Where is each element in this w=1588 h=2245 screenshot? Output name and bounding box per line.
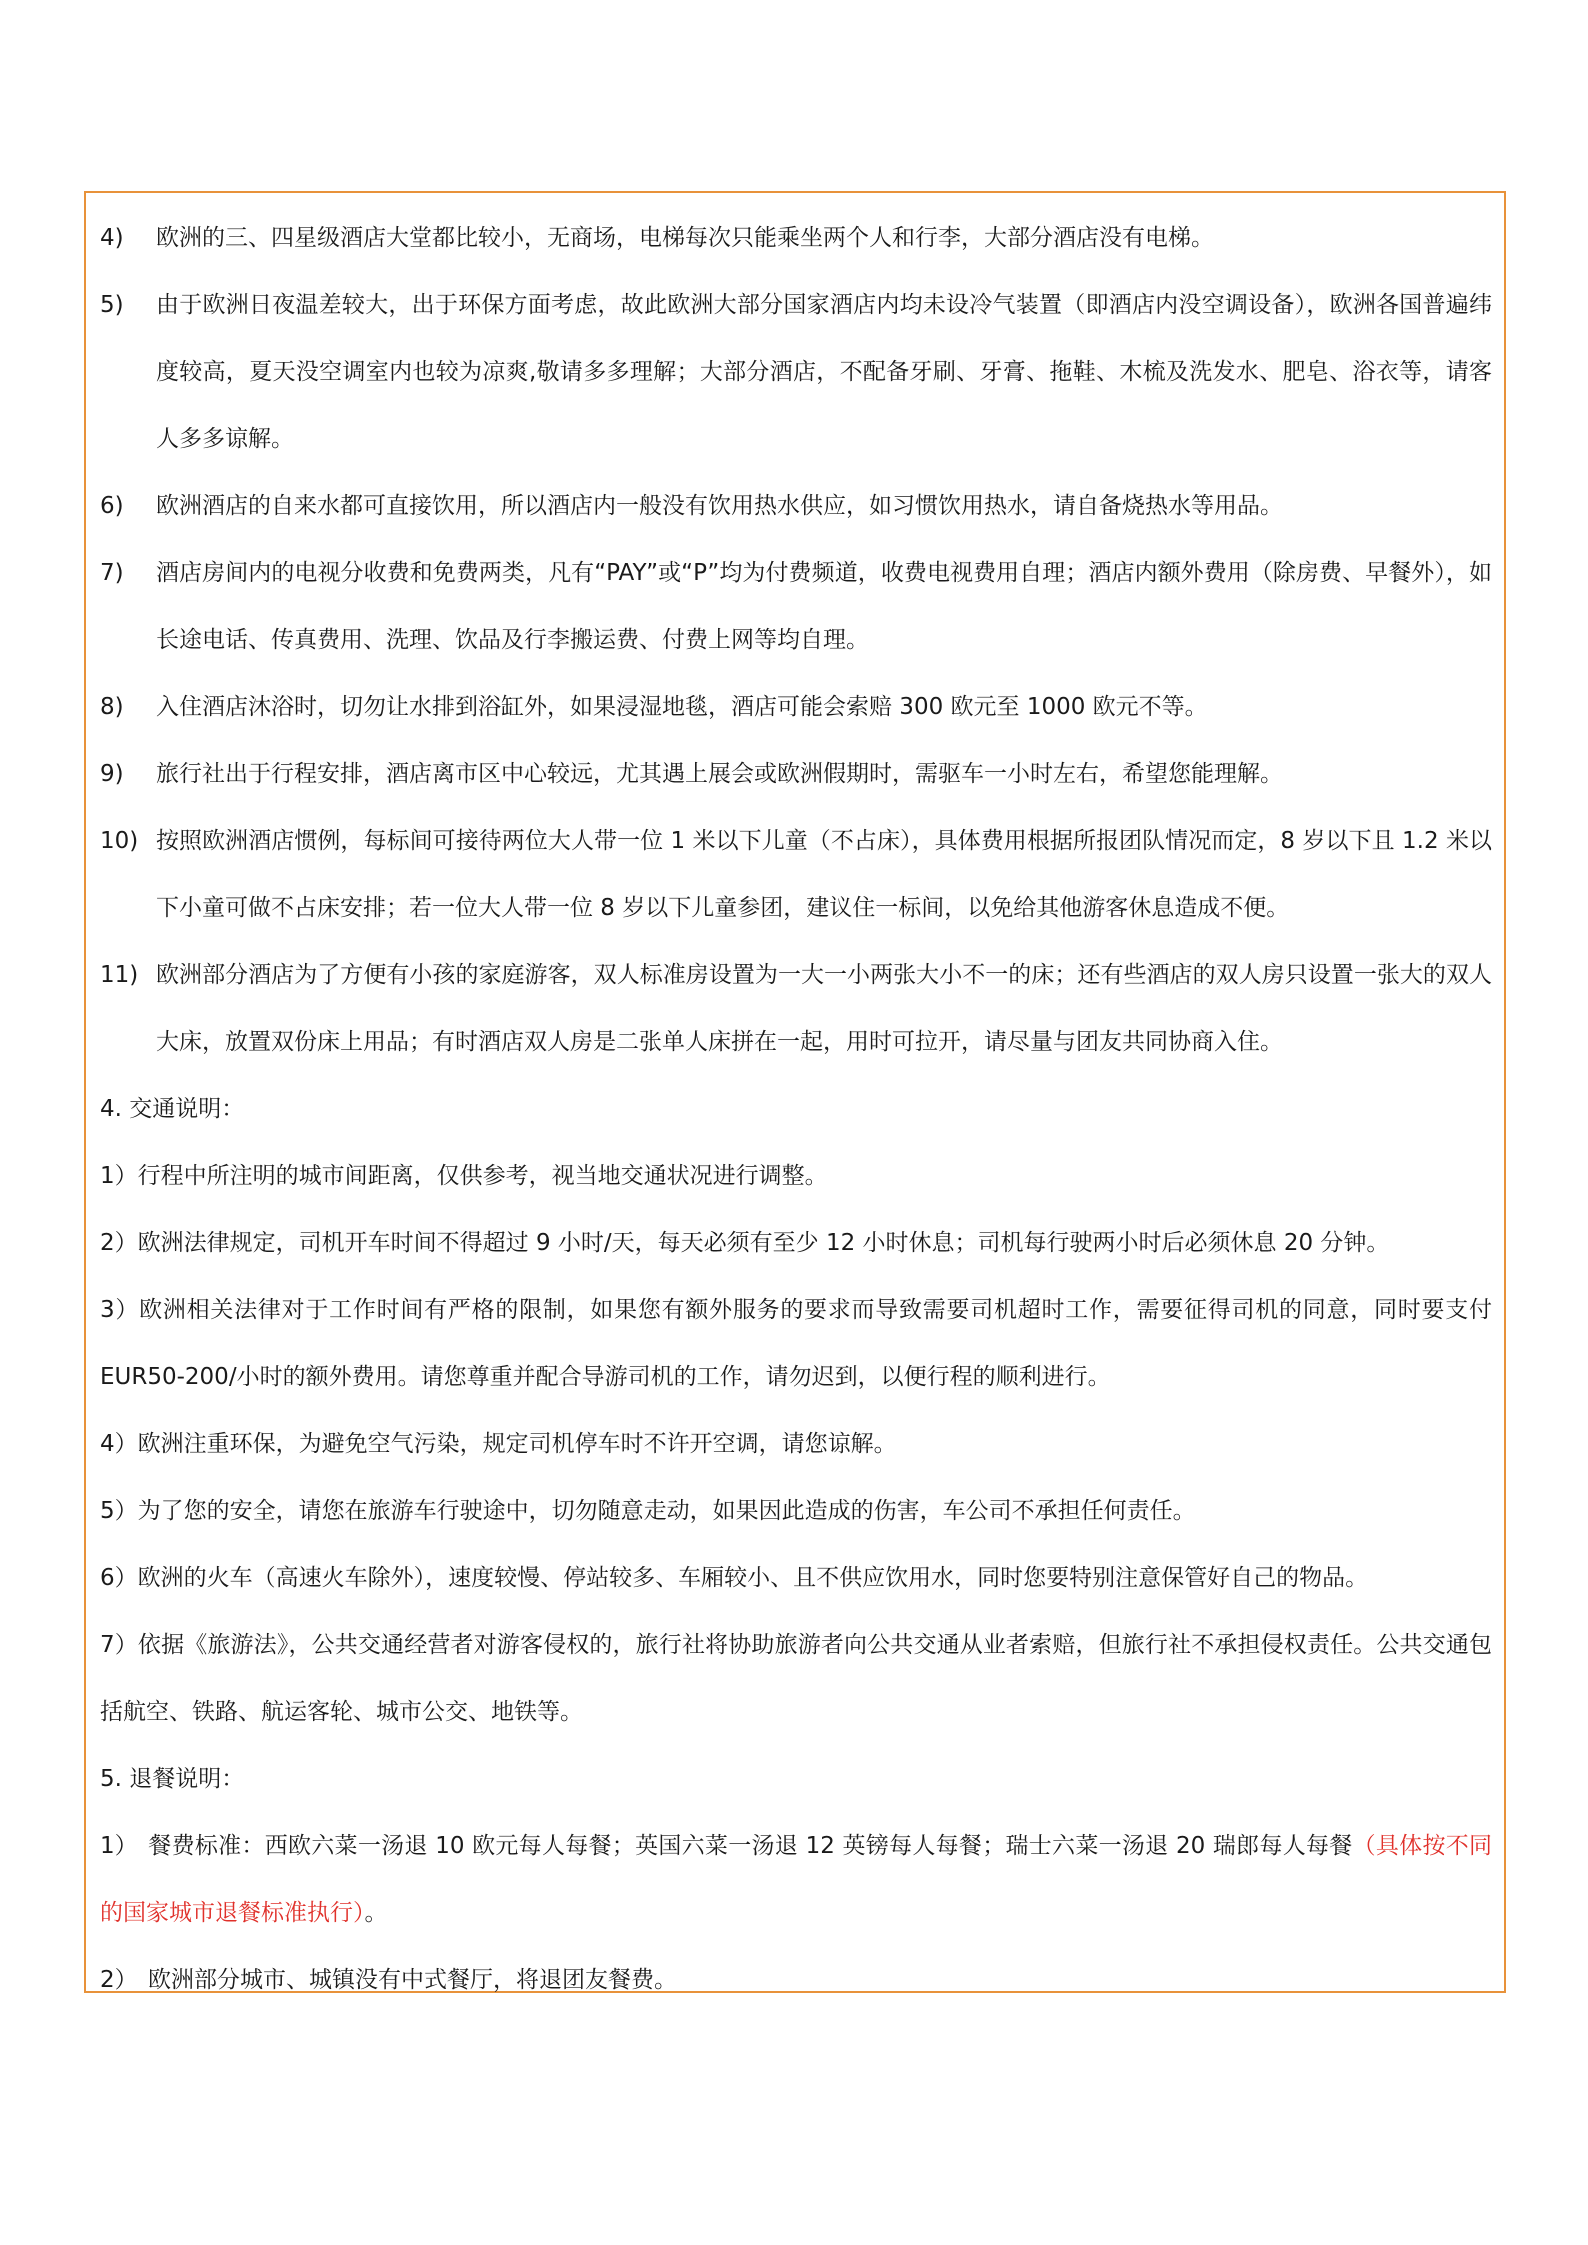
item-text: 酒店房间内的电视分收费和免费两类，凡有“PAY”或“P”均为付费频道，收费电视费用自理；酒店内额外费用（除房费、早餐外），如长途电话、传真费用、洗理、饮品及行李搬运费、付费上网等均自理。 [156, 560, 1492, 653]
transport-item-6: 6）欧洲的火车（高速火车除外），速度较慢、停站较多、车厢较小、且不供应饮用水，同时您要特别注意保管好自己的物品。 [100, 1565, 1369, 1591]
item-number: 11) [100, 962, 139, 988]
transport-item-3: 3）欧洲相关法律对于工作时间有严格的限制，如果您有额外服务的要求而导致需要司机超时工作，需要征得司机的同意，同时要支付 EUR50-200/小时的额外费用。请您尊重并配合导游司机的工作，请勿迟到，以便行程的顺利进行。 [100, 1297, 1492, 1390]
item-text: 旅行社出于行程安排，酒店离市区中心较远，尤其遇上展会或欧洲假期时，需驱车一小时左右，希望您能理解。 [156, 761, 1283, 787]
transport-item-4: 4）欧洲注重环保，为避免空气污染，规定司机停车时不许开空调，请您谅解。 [100, 1431, 897, 1457]
meals-item-1 [100, 1813, 1492, 1947]
item-text: 欧洲酒店的自来水都可直接饮用，所以酒店内一般没有饮用热水供应，如习惯饮用热水，请自备烧热水等用品。 [156, 493, 1283, 519]
hotel-item-5 [100, 272, 1492, 473]
hotel-item-8 [100, 674, 1492, 741]
item-number: 4) [100, 225, 124, 251]
meal-standard-text: 餐费标准：西欧六菜一汤退 10 欧元每人每餐；英国六菜一汤退 12 英镑每人每餐；瑞士六菜一汤退 20 瑞郎每人每餐 [148, 1833, 1353, 1859]
item-number: 1） [100, 1833, 138, 1859]
transport-item-1: 1）行程中所注明的城市间距离，仅供参考，视当地交通状况进行调整。 [100, 1163, 828, 1189]
item-number: 5) [100, 292, 124, 318]
meal-no-chinese-text: 欧洲部分城市、城镇没有中式餐厅，将退团友餐费。 [148, 1967, 677, 1993]
item-text: 按照欧洲酒店惯例，每标间可接待两位大人带一位 1 米以下儿童（不占床），具体费用根据所报团队情况而定，8 岁以下且 1.2 米以下小童可做不占床安排；若一位大人带一位 8 岁以下儿童参团，建议住一标间，以免给其他游客休息造成不便。 [156, 828, 1492, 921]
meal-standard-note: （具体按不同的国家城市退餐标准执行） [100, 1833, 1493, 1926]
hotel-item-6 [100, 473, 1492, 540]
transport-item-2: 2）欧洲法律规定，司机开车时间不得超过 9 小时/天，每天必须有至少 12 小时休息；司机每行驶两小时后必须休息 20 分钟。 [100, 1230, 1390, 1256]
item-text: 欧洲部分酒店为了方便有小孩的家庭游客，双人标准房设置为一大一小两张大小不一的床；还有些酒店的双人房只设置一张大的双人大床，放置双份床上用品；有时酒店双人房是二张单人床拼在一起，用时可拉开，请尽量与团友共同协商入住。 [156, 962, 1492, 1055]
item-number: 8) [100, 694, 124, 720]
item-number: 10) [100, 828, 139, 854]
meals-item-2 [100, 1947, 1492, 2014]
item-number: 9) [100, 761, 124, 787]
hotel-item-11 [100, 942, 1492, 1076]
hotel-item-4 [100, 205, 1492, 272]
item-number: 7) [100, 560, 124, 586]
meals-heading: 5. 退餐说明： [100, 1766, 245, 1792]
item-text: 由于欧洲日夜温差较大，出于环保方面考虑，故此欧洲大部分国家酒店内均未设冷气装置（即酒店内没空调设备），欧洲各国普遍纬度较高，夏天没空调室内也较为凉爽,敬请多多理解；大部分酒店，不配备牙刷、牙膏、拖鞋、木梳及洗发水、肥皂、浴衣等，请客人多多谅解。 [156, 292, 1492, 452]
document-body [100, 205, 1492, 2014]
hotel-item-7 [100, 540, 1492, 674]
item-number: 6) [100, 493, 124, 519]
item-number: 2） [100, 1967, 138, 1993]
item-text: 欧洲的三、四星级酒店大堂都比较小，无商场，电梯每次只能乘坐两个人和行李，大部分酒店没有电梯。 [156, 225, 1214, 251]
hotel-item-9 [100, 741, 1492, 808]
transport-item-7: 7）依据《旅游法》，公共交通经营者对游客侵权的，旅行社将协助旅游者向公共交通从业者索赔，但旅行社不承担侵权责任。公共交通包括航空、铁路、航运客轮、城市公交、地铁等。 [100, 1632, 1492, 1725]
transport-item-5: 5）为了您的安全，请您在旅游车行驶途中，切勿随意走动，如果因此造成的伤害，车公司不承担任何责任。 [100, 1498, 1196, 1524]
meal-standard-end: 。 [364, 1900, 388, 1926]
hotel-item-10 [100, 808, 1492, 942]
item-text: 入住酒店沐浴时，切勿让水排到浴缸外，如果浸湿地毯，酒店可能会索赔 300 欧元至 1000 欧元不等。 [156, 694, 1208, 720]
transport-heading: 4. 交通说明： [100, 1096, 245, 1122]
